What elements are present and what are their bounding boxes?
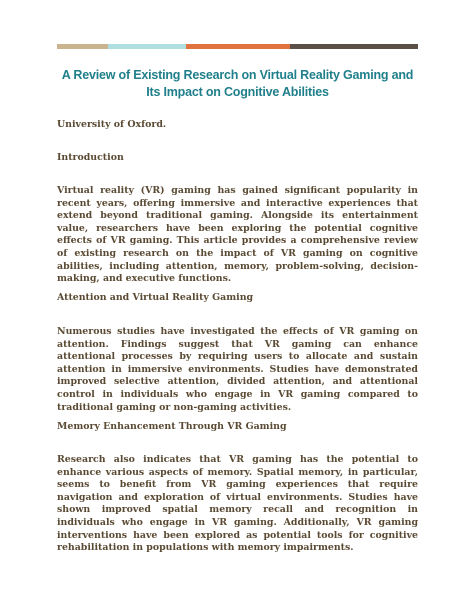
- color-bar-segment-orange: [186, 44, 290, 49]
- decorative-color-bar: [57, 44, 418, 49]
- section-body-introduction: Virtual reality (VR) gaming has gained significant popularity in recent years, offering immersive and interactive experiences that extend beyond traditional gaming. Alongside its entertainment value, researchers have been exploring the potential cognitive effects of VR gaming. This article provides a comprehensive review of existing research on the impact of VR gaming on cognitive abilities, including attention, memory, problem-solving, decision-making, and executive functions.: [57, 185, 418, 285]
- color-bar-segment-aqua: [108, 44, 186, 49]
- section-body-memory: Research also indicates that VR gaming has the potential to enhance various aspects of memory. Spatial memory, in particular, seems to benefit from VR gaming experiences that require navigation and exploration of virtual environments. Studies have shown improved spatial memory recall and recognition in individuals who engage in VR gaming. Additionally, VR gaming interventions have been explored as potential tools for cognitive rehabilitation in populations with memory impairments.: [57, 454, 418, 554]
- document-title: A Review of Existing Research on Virtual Reality Gaming and Its Impact on Cognitive Abilities: [61, 68, 414, 99]
- color-bar-segment-tan: [57, 44, 108, 49]
- section-body-attention: Numerous studies have investigated the effects of VR gaming on attention. Findings suggest that VR gaming can enhance attentional processes by requiring users to allocate and sustain attention in immersive environments. Studies have demonstrated improved selective attention, divided attention, and attentional control in individuals who engage in VR gaming compared to traditional gaming or non-gaming activities.: [57, 326, 418, 413]
- section-heading-attention: Attention and Virtual Reality Gaming: [57, 292, 254, 303]
- affiliation: University of Oxford.: [57, 119, 167, 130]
- section-heading-memory: Memory Enhancement Through VR Gaming: [57, 421, 287, 432]
- section-heading-introduction: Introduction: [57, 152, 124, 163]
- color-bar-segment-brown: [290, 44, 418, 49]
